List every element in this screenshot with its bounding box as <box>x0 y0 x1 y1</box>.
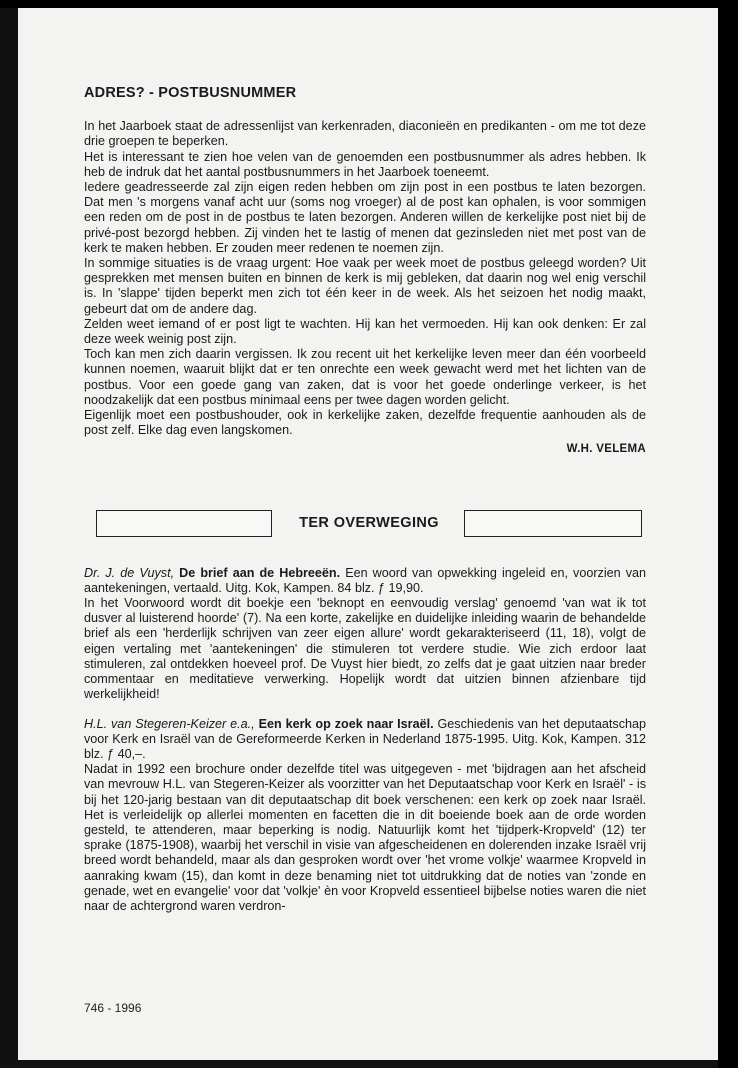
page-content <box>84 86 646 928</box>
author-signature: W.H. VELEMA <box>566 443 646 456</box>
review-book-title: De brief aan de Hebreeën. <box>179 565 341 580</box>
review-body: Nadat in 1992 een brochure onder dezelfde titel was uitgegeven - met 'bijdragen aan het afscheid van mevrouw H.L. van Stegeren-Keizer als voorzitter van het Deputaatschap voor Kerk en Israël' - is bij het 120-jarig bestaan van dit deputaatschap dit boek verschenen: een kerk op zoek naar Israël. Het is verleidelijk op allerlei momenten en facetten die in dit boeiende boek aan de orde worden gesteld, te attenderen, maar beperking is nodig. Natuurlijk komt het 'tijdperk-Kropveld' (12) ter sprake (1875-1908), waarbij het verschil in visie van afgescheidenen en dolerenden inzake Israël vrij breed wordt behandeld, maar als dan gesproken wordt over 'het vrome volkje' waarmee Kropveld in aanraking kwam (15), dan komt in deze benaming niet tot uitdrukking dat de noties van 'zonde en genade, wet en evangelie' voor dat 'volkje' èn voor Kropveld essentieel bijbelse noties waren die niet naar de achtergrond waren verdron- <box>84 762 646 913</box>
article-paragraph: In sommige situaties is de vraag urgent: Hoe vaak per week moet de postbus geleegd worden? Uit gesprekken met mensen buiten en binnen de kerk is mij gebleken, dat daarin nog wel enig verschil is. In 'slappe' tijden beperkt men zich tot één keer in de week. Als het seizoen het nodig maakt, gebeurt dat om de andere dag. <box>84 256 646 316</box>
review-details: Een woord van opwekking ingeleid en, voorzien van aantekeningen, vertaald. Uitg. Kok, Kampen. 84 blz. ƒ 19,90. <box>84 565 647 595</box>
review-heading <box>84 717 646 763</box>
review-author: Dr. J. de Vuyst, <box>84 565 175 580</box>
article-postbusnummer <box>84 86 646 458</box>
scan-border-top <box>0 0 738 8</box>
page-number: 746 - 1996 <box>84 1001 142 1015</box>
section-header <box>84 510 646 540</box>
section-header-left-box <box>96 510 272 537</box>
review-details: Geschiedenis van het deputaatschap voor Kerk en Israël van de Gereformeerde Kerken in Nederland 1875-1995. Uitg. Kok, Kampen. 312 blz. ƒ 40,–. <box>84 716 647 761</box>
scan-border-right <box>718 0 738 1068</box>
article-paragraph: Het is interessant te zien hoe velen van de genoemden een postbusnummer als adres hebben. Ik heb de indruk dat het aantal postbusnummers in het Jaarboek toeneemt. <box>84 149 646 179</box>
article-paragraph: Iedere geadresseerde zal zijn eigen reden hebben om zijn post in een postbus te laten bezorgen. Dat men 's morgens vanaf acht uur (soms nog vroeger) al de post kan ophalen, is voor sommigen een reden om de post in de postbus te laten bezorgen. Anderen willen de kerkelijke post niet bij de privé-post bezorgd hebben. Zij vinden het te lastig of menen dat gezinsleden niet met post van de kerk te maken hebben. Er zouden meer redenen te noemen zijn. <box>84 180 646 255</box>
review-item <box>84 717 646 915</box>
article-paragraph: Eigenlijk moet een postbushouder, ook in kerkelijke zaken, dezelfde frequentie aanhouden als de post zelf. Elke dag even langskomen. <box>84 408 646 438</box>
review-item <box>84 566 646 703</box>
article-paragraph: Zelden weet iemand of er post ligt te wachten. Hij kan het vermoeden. Hij kan ook denken: Er zal deze week weinig post zijn. <box>84 316 646 347</box>
review-author: H.L. van Stegeren-Keizer e.a., <box>84 716 255 731</box>
review-body: In het Voorwoord wordt dit boekje een 'beknopt en eenvoudig verslag' genoemd 'van wat ik tot dusver al luisterend hoorde' (7). Na een korte, zakelijke en duidelijke inleiding waarin de behandelde brief als een 'herderlijk schrijven van zeer eigen allure' wordt gekarakteriseerd (11, 18), volgt de eigen vertaling met 'aantekeningen' die stimuleren tot verdere studie. Wie zich erdoor laat stimuleren, zal ontdekken hoeveel prof. De Vuyst hier biedt, zo zelfs dat je gaat uitzien naar breder commentaar en meditatieve verwerking. Hopelijk wordt dat uitzien binnen afzienbare tijd werkelijkheid! <box>84 596 646 702</box>
article-title: ADRES? - POSTBUSNUMMER <box>84 85 297 101</box>
section-header-right-box <box>464 510 642 537</box>
review-book-title: Een kerk op zoek naar Israël. <box>258 716 434 731</box>
bracketed-paragraph <box>84 347 646 408</box>
article-paragraph: Toch kan men zich daarin vergissen. Ik zou recent uit het kerkelijke leven meer dan één voorbeeld kunnen noemen, waaruit blijkt dat er ten onrechte een week gewacht werd met het lichten van de postbus. Voor een goede gang van zaken, dat is voor het goede onderlinge verkeer, is het noodzakelijk dat een postbus minimaal eens per twee dagen worden gelicht. <box>84 347 646 407</box>
section-title: TER OVERWEGING <box>299 514 439 531</box>
article-paragraph: In het Jaarboek staat de adressenlijst van kerkenraden, diaconieën en predikanten - om me tot deze drie groepen te beperken. <box>84 119 646 149</box>
review-heading <box>84 566 646 596</box>
document-page <box>18 8 718 1060</box>
